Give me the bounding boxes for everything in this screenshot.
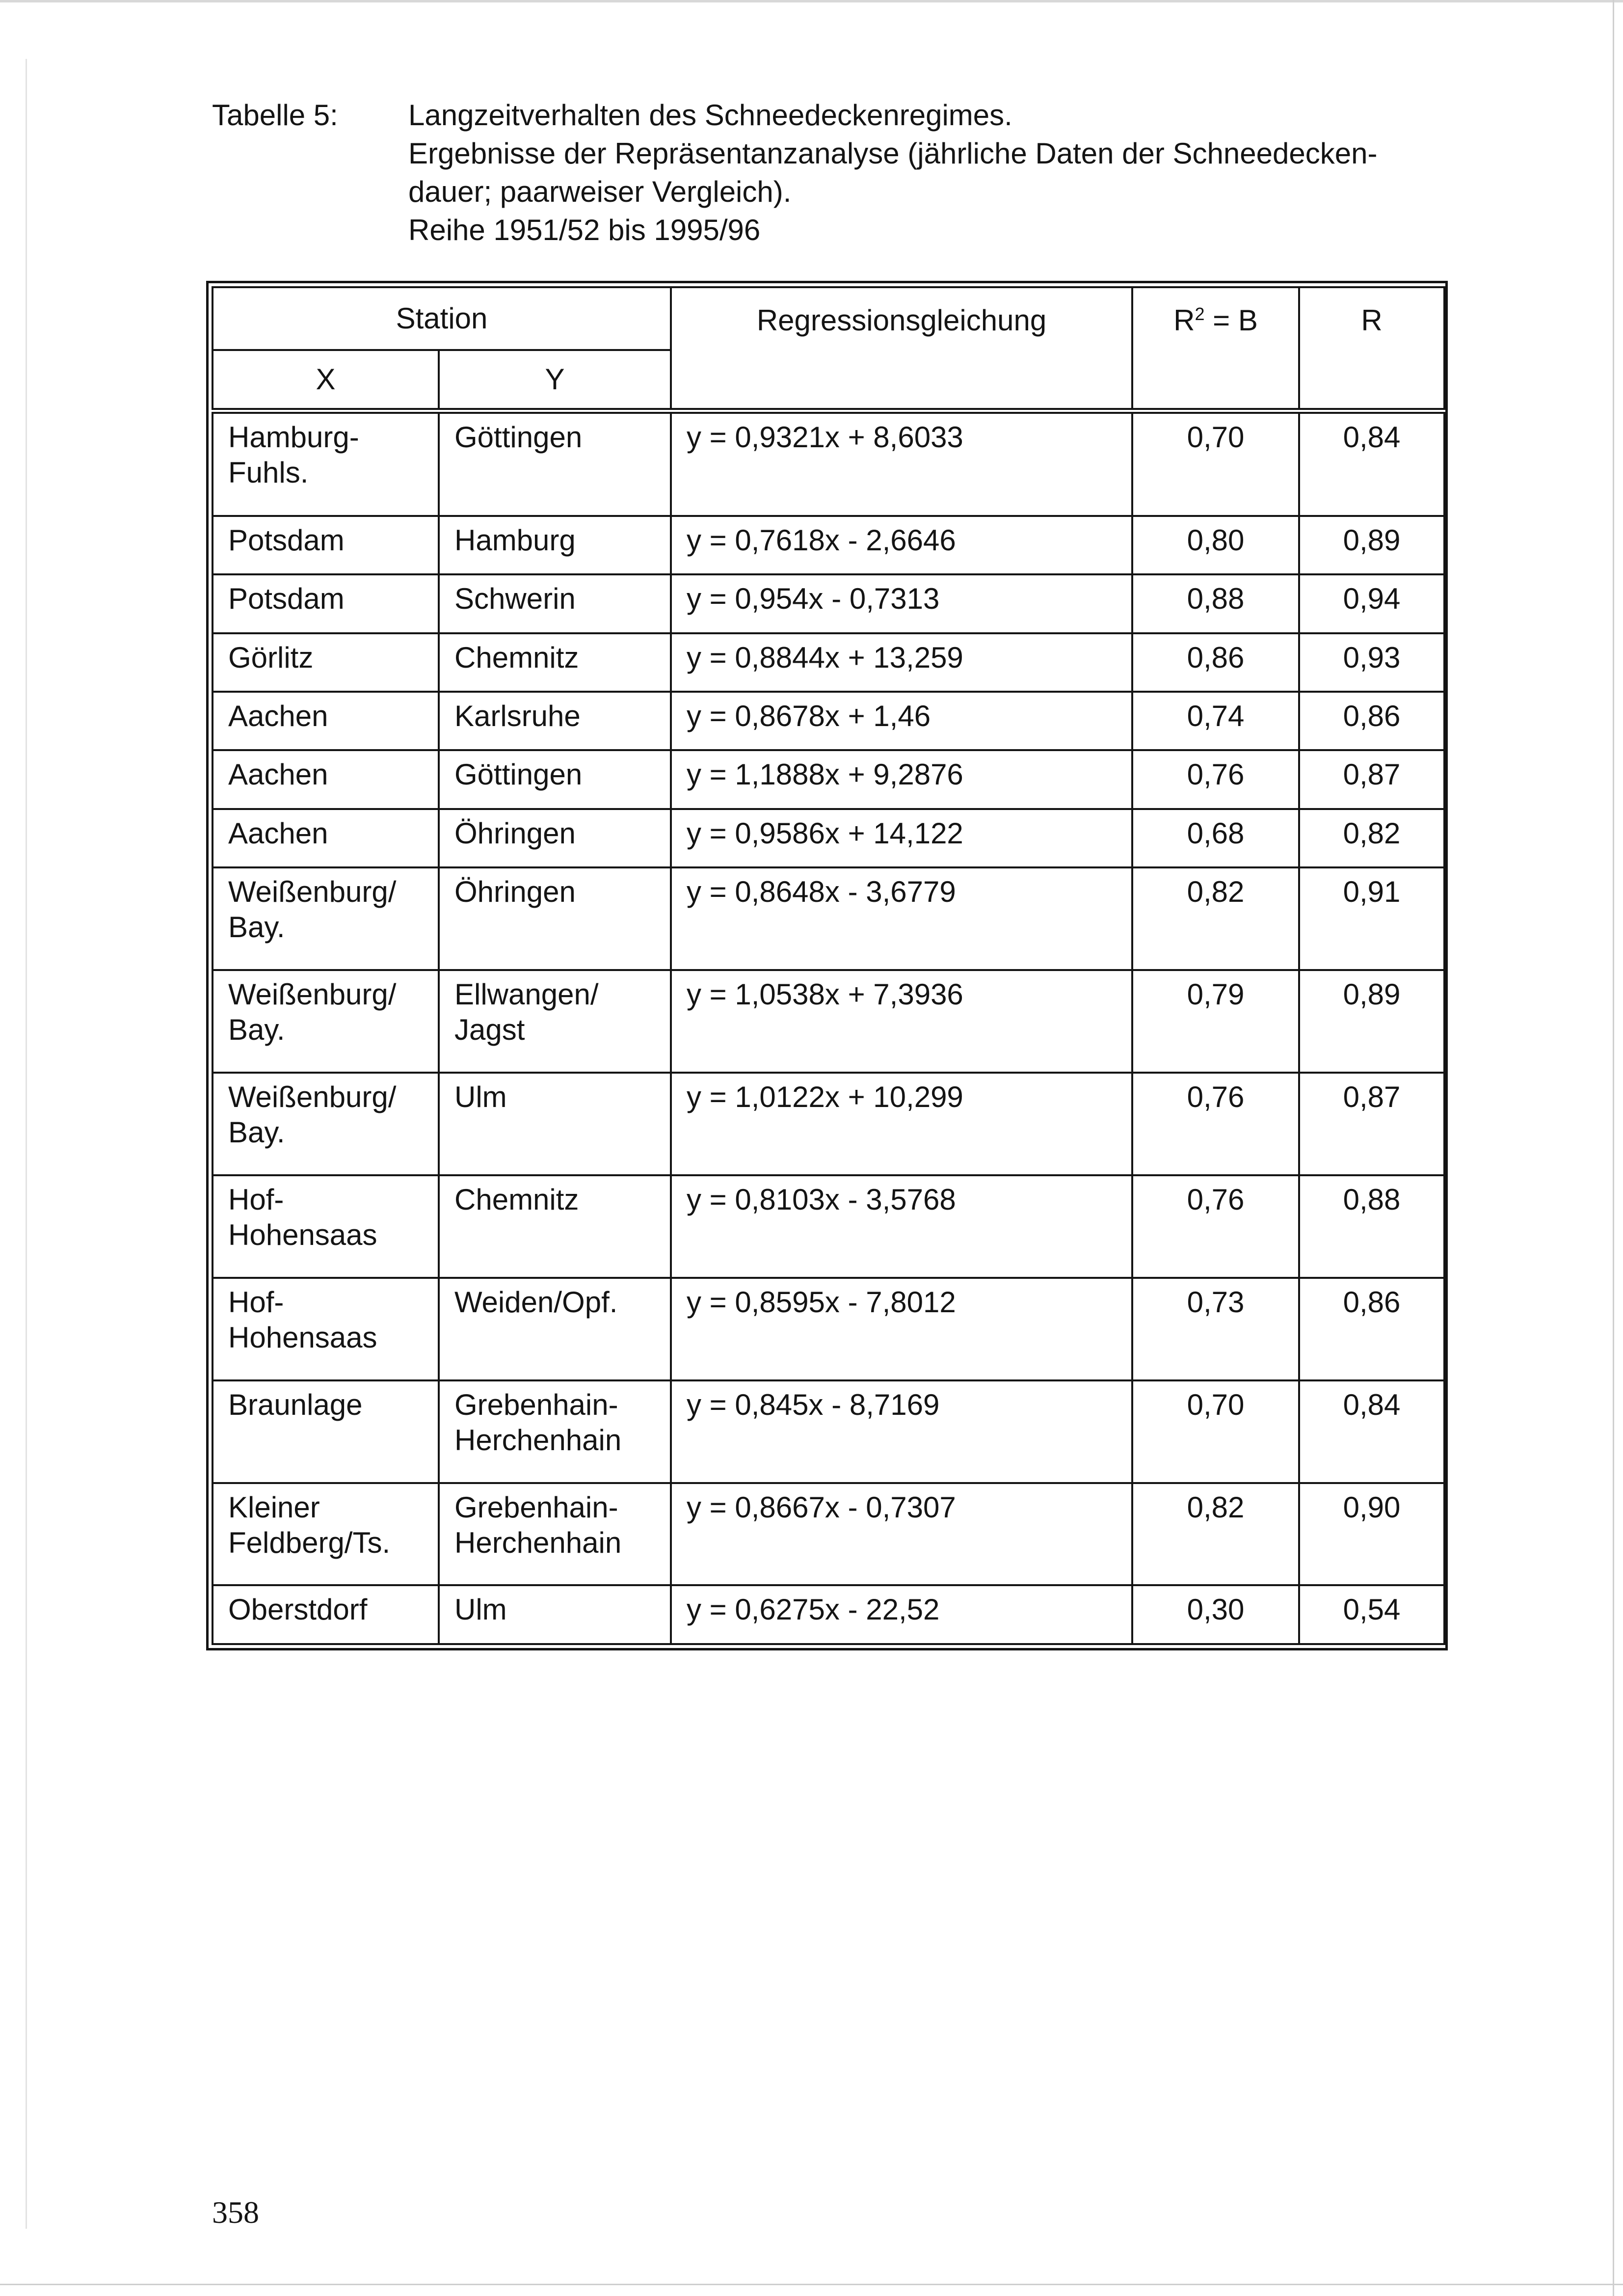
table-row [213, 692, 1444, 750]
cell-station-x: Oberstdorf [213, 1585, 439, 1644]
cell-station-x: Weißenburg/ Bay. [213, 970, 439, 1073]
header-r: R [1299, 287, 1444, 411]
table-row [213, 1278, 1444, 1380]
page-number: 358 [212, 2195, 259, 2230]
cell-r-squared: 0,80 [1132, 516, 1299, 574]
cell-equation: y = 0,954x - 0,7313 [671, 574, 1132, 633]
table-row [213, 1483, 1444, 1586]
header-r-squared-exponent: 2 [1195, 304, 1205, 324]
caption-line: Reihe 1951/52 bis 1995/96 [408, 214, 761, 246]
cell-equation: y = 0,8844x + 13,259 [671, 633, 1132, 692]
cell-r-squared: 0,86 [1132, 633, 1299, 692]
table-row [213, 1380, 1444, 1483]
cell-r-squared: 0,76 [1132, 750, 1299, 809]
cell-r: 0,91 [1299, 867, 1444, 970]
header-x: X [213, 350, 439, 411]
cell-station-x: Hof- Hohensaas [213, 1278, 439, 1380]
cell-equation: y = 0,845x - 8,7169 [671, 1380, 1132, 1483]
cell-equation: y = 0,8667x - 0,7307 [671, 1483, 1132, 1586]
cell-station-x: Kleiner Feldberg/Ts. [213, 1483, 439, 1586]
cell-equation: y = 0,8648x - 3,6779 [671, 867, 1132, 970]
cell-r-squared: 0,70 [1132, 1380, 1299, 1483]
cell-equation: y = 0,8103x - 3,5768 [671, 1175, 1132, 1278]
cell-equation: y = 1,0538x + 7,3936 [671, 970, 1132, 1073]
regression-table [212, 286, 1445, 1645]
cell-r-squared: 0,30 [1132, 1585, 1299, 1644]
cell-station-x: Görlitz [213, 633, 439, 692]
cell-station-x: Potsdam [213, 516, 439, 574]
cell-station-y: Göttingen [439, 750, 671, 809]
caption-line: dauer; paarweiser Vergleich). [408, 175, 792, 208]
page-edge-bottom [0, 2284, 1623, 2285]
cell-station-x: Weißenburg/ Bay. [213, 867, 439, 970]
cell-station-y: Schwerin [439, 574, 671, 633]
page-edge-left [26, 59, 27, 2229]
cell-station-y: Hamburg [439, 516, 671, 574]
regression-table-frame [206, 281, 1448, 1650]
table-body [213, 411, 1444, 1644]
table-row [213, 809, 1444, 867]
cell-station-y: Chemnitz [439, 1175, 671, 1278]
table-row [213, 1073, 1444, 1175]
cell-station-x: Aachen [213, 692, 439, 750]
cell-station-x: Weißenburg/ Bay. [213, 1073, 439, 1175]
header-equation: Regressionsgleichung [671, 287, 1132, 411]
cell-r-squared: 0,88 [1132, 574, 1299, 633]
cell-r-squared: 0,74 [1132, 692, 1299, 750]
cell-station-x: Braunlage [213, 1380, 439, 1483]
cell-equation: y = 0,9321x + 8,6033 [671, 411, 1132, 516]
header-row [213, 287, 1444, 350]
header-r-squared-b: = B [1204, 304, 1258, 337]
cell-r: 0,82 [1299, 809, 1444, 867]
table-row [213, 750, 1444, 809]
cell-station-y: Ulm [439, 1073, 671, 1175]
table-row [213, 867, 1444, 970]
cell-station-x: Potsdam [213, 574, 439, 633]
cell-r-squared: 0,73 [1132, 1278, 1299, 1380]
table-row [213, 411, 1444, 516]
table-row [213, 516, 1444, 574]
table-row [213, 1585, 1444, 1644]
cell-r-squared: 0,82 [1132, 1483, 1299, 1586]
cell-r: 0,54 [1299, 1585, 1444, 1644]
cell-r: 0,86 [1299, 692, 1444, 750]
cell-station-y: Ellwangen/ Jagst [439, 970, 671, 1073]
cell-equation: y = 1,0122x + 10,299 [671, 1073, 1132, 1175]
cell-station-y: Grebenhain- Herchenhain [439, 1483, 671, 1586]
page-edge-right [1613, 0, 1614, 2296]
cell-equation: y = 0,6275x - 22,52 [671, 1585, 1132, 1644]
cell-r-squared: 0,76 [1132, 1175, 1299, 1278]
cell-station-y: Weiden/Opf. [439, 1278, 671, 1380]
table-row [213, 574, 1444, 633]
header-r-squared-r: R [1173, 304, 1195, 337]
cell-r: 0,88 [1299, 1175, 1444, 1278]
header-r-squared [1132, 287, 1299, 411]
cell-r: 0,94 [1299, 574, 1444, 633]
caption-line: Ergebnisse der Repräsentanzanalyse (jährliche Daten der Schneedecken- [408, 137, 1378, 170]
table-row [213, 970, 1444, 1073]
cell-station-y: Chemnitz [439, 633, 671, 692]
cell-station-y: Öhringen [439, 867, 671, 970]
cell-equation: y = 0,8678x + 1,46 [671, 692, 1132, 750]
cell-r-squared: 0,70 [1132, 411, 1299, 516]
cell-r: 0,93 [1299, 633, 1444, 692]
cell-r: 0,90 [1299, 1483, 1444, 1586]
cell-station-y: Öhringen [439, 809, 671, 867]
cell-r: 0,84 [1299, 1380, 1444, 1483]
cell-r-squared: 0,82 [1132, 867, 1299, 970]
page-edge-top [0, 0, 1623, 2]
cell-equation: y = 1,1888x + 9,2876 [671, 750, 1132, 809]
table-row [213, 633, 1444, 692]
cell-r-squared: 0,68 [1132, 809, 1299, 867]
cell-station-x: Aachen [213, 750, 439, 809]
cell-station-y: Karlsruhe [439, 692, 671, 750]
caption-label: Tabelle 5: [212, 99, 338, 132]
cell-r: 0,89 [1299, 516, 1444, 574]
cell-equation: y = 0,8595x - 7,8012 [671, 1278, 1132, 1380]
cell-equation: y = 0,9586x + 14,122 [671, 809, 1132, 867]
cell-station-y: Grebenhain- Herchenhain [439, 1380, 671, 1483]
cell-station-x: Hof- Hohensaas [213, 1175, 439, 1278]
cell-station-x: Aachen [213, 809, 439, 867]
cell-r: 0,87 [1299, 1073, 1444, 1175]
caption-text [408, 96, 1623, 249]
cell-r: 0,89 [1299, 970, 1444, 1073]
cell-equation: y = 0,7618x - 2,6646 [671, 516, 1132, 574]
cell-station-y: Göttingen [439, 411, 671, 516]
cell-r: 0,87 [1299, 750, 1444, 809]
cell-r: 0,86 [1299, 1278, 1444, 1380]
cell-station-x: Hamburg- Fuhls. [213, 411, 439, 516]
cell-r-squared: 0,76 [1132, 1073, 1299, 1175]
cell-r-squared: 0,79 [1132, 970, 1299, 1073]
cell-r: 0,84 [1299, 411, 1444, 516]
header-y: Y [439, 350, 671, 411]
header-station: Station [213, 287, 671, 350]
cell-station-y: Ulm [439, 1585, 671, 1644]
table-row [213, 1175, 1444, 1278]
caption-line: Langzeitverhalten des Schneedeckenregimes. [408, 99, 1012, 132]
